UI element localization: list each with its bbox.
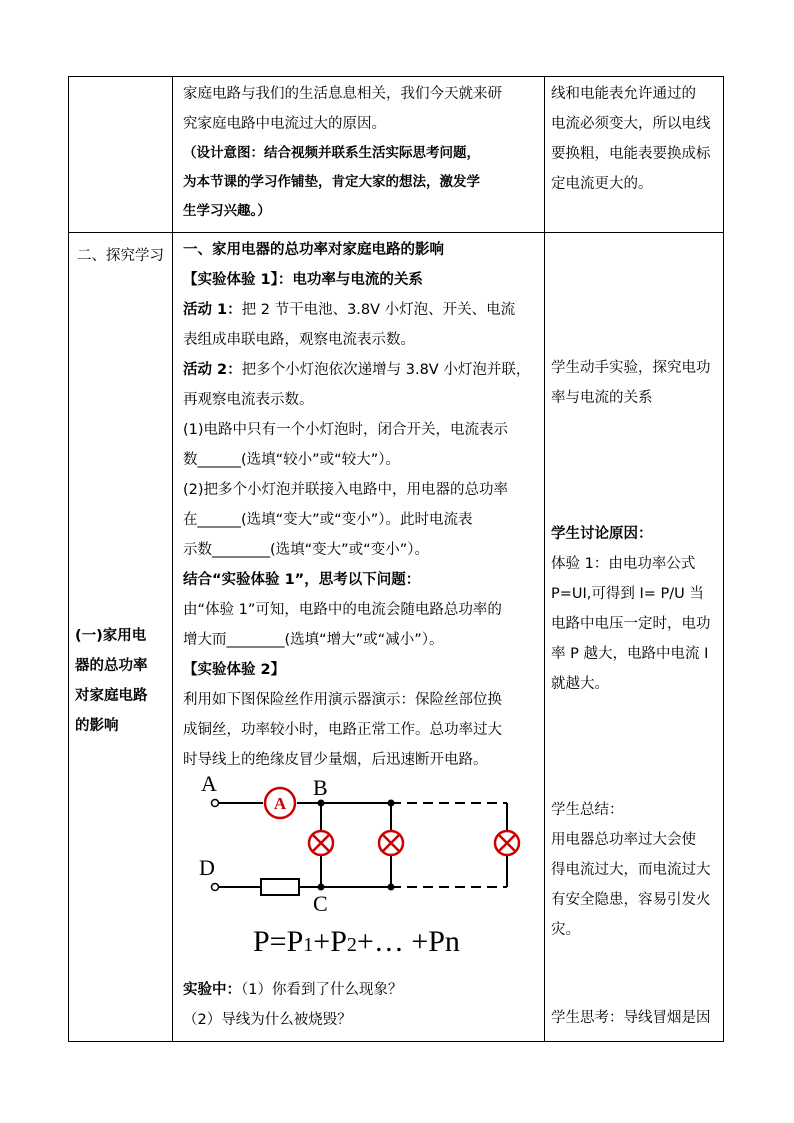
student-text: 电流必须变大，所以电线	[551, 116, 711, 132]
subsection-line: 对家庭电路	[75, 688, 148, 704]
lamp-icon	[309, 831, 333, 855]
subsection-line: 器的总功率	[75, 658, 148, 674]
student-text: 率与电流的关系	[551, 390, 653, 406]
formula-part: +P	[313, 925, 347, 958]
label-b: B	[313, 775, 328, 800]
subsection-line: (一)家用电	[75, 628, 147, 644]
formula-sub: 2	[346, 934, 357, 956]
formula-part: +… +Pn	[356, 925, 460, 958]
left-cell-empty	[69, 77, 173, 233]
student-activity-cell	[545, 77, 724, 233]
student-text: 定电流更大的。	[551, 176, 653, 192]
teaching-content-cell	[173, 233, 545, 1042]
during-label: 实验中：	[183, 982, 241, 998]
combine-question-blank: 增大而________(选填“增大”或“减小”）。	[183, 632, 444, 648]
design-intent: （设计意图：结合视频并联系生活实际思考问题，	[183, 145, 480, 161]
node	[388, 800, 395, 807]
activity-2-cont: 再观察电流表示数。	[183, 392, 314, 408]
question-2-blank: 在______(选填“变大”或“变小”）。此时电流表	[183, 512, 473, 528]
activity-2	[173, 355, 544, 385]
activity-1-label: 活动 1：	[183, 302, 242, 318]
experiment-2-text: 利用如下图保险丝作用演示器演示：保险丝部位换	[183, 692, 502, 708]
during-experiment	[173, 975, 402, 1035]
student-text: 就越大。	[551, 676, 609, 692]
student-discussion	[545, 519, 711, 699]
student-text: 电路中电压一定时，电功	[551, 616, 711, 632]
lamp-icon	[495, 831, 519, 855]
power-formula	[253, 925, 460, 959]
student-text: 灾。	[551, 922, 580, 938]
label-c: C	[313, 891, 328, 916]
question-1-blank: 数______(选填“较小”或“较大”）。	[183, 452, 400, 468]
node-c	[318, 884, 325, 891]
student-activity-cell	[545, 233, 724, 1042]
fuse-circuit-diagram	[185, 771, 535, 896]
experiment-2-text: 时导线上的绝缘皮冒少量烟，后迅速断开电路。	[183, 752, 488, 768]
design-intent: 为本节课的学习作铺垫，肯定大家的想法，激发学	[183, 174, 480, 190]
student-text: 学生思考：导线冒烟是因	[551, 1010, 711, 1026]
student-text: 率 P 越大，电路中电流 I	[551, 646, 709, 662]
section-label-cell	[69, 233, 173, 1042]
question-1: (1)电路中只有一个小灯泡时，闭合开关，电流表示	[183, 422, 509, 438]
ammeter-label: A	[273, 794, 287, 813]
terminal-a	[212, 800, 219, 807]
during-q1-text: （1）你看到了什么现象？	[241, 982, 403, 998]
question-2: (2)把多个小灯泡并联接入电路中，用电器的总功率	[183, 482, 509, 498]
heading-1: 一、家用电器的总功率对家庭电路的影响	[183, 242, 444, 258]
activity-1	[173, 295, 544, 325]
intro-cell	[173, 77, 545, 233]
student-text: 得电流过大，而电流过大	[551, 862, 711, 878]
student-thinking	[545, 1003, 711, 1033]
student-text: 线和电能表允许通过的	[551, 86, 696, 102]
subsection-title	[75, 621, 148, 741]
experiment-2-title: 【实验体验 2】	[183, 662, 286, 678]
student-summary	[545, 795, 711, 945]
activity-2-label: 活动 2：	[183, 362, 242, 378]
student-text: 要换粗，电能表要换成标	[551, 146, 711, 162]
during-question-1	[173, 975, 402, 1005]
subsection-line: 的影响	[75, 718, 119, 734]
lesson-table	[68, 76, 724, 1042]
table-row	[69, 233, 724, 1042]
activity-1-text: 把 2 节干电池、3.8V 小灯泡、开关、电流	[241, 302, 516, 318]
lamp-icon	[379, 831, 403, 855]
formula-part: P=P	[253, 925, 304, 958]
label-a: A	[201, 771, 217, 796]
student-text: P=UI,可得到 I= P/U 当	[551, 586, 704, 602]
section-title: 二、探究学习	[77, 248, 164, 264]
student-text: 有安全隐患，容易引发火	[551, 892, 711, 908]
ammeter-icon	[265, 788, 295, 818]
activity-2-text: 把多个小灯泡依次递增与 3.8V 小灯泡并联，	[241, 362, 531, 378]
node	[388, 884, 395, 891]
experiment-2-text: 成铜丝，功率较小时，电路正常工作。总功率过大	[183, 722, 502, 738]
intro-line: 家庭电路与我们的生活息息相关，我们今天就来研	[183, 86, 502, 102]
label-d: D	[199, 855, 215, 880]
table-row	[69, 77, 724, 233]
experiment-1-title: 【实验体验 1】：电功率与电流的关系	[183, 272, 423, 288]
design-intent: 生学习兴趣。）	[183, 203, 271, 219]
fuse-icon	[261, 879, 299, 895]
student-experiment	[545, 353, 711, 413]
activity-1-cont: 表组成串联电路，观察电流表示数。	[183, 332, 415, 348]
combine-question: 由“体验 1”可知，电路中的电流会随电路总功率的	[183, 602, 502, 618]
intro-line: 究家庭电路中电流过大的原因。	[183, 116, 386, 132]
question-2-blank2: 示数________(选填“变大”或“变小”）。	[183, 542, 429, 558]
student-text: 学生动手实验，探究电功	[551, 360, 711, 376]
combine-title: 结合“实验体验 1”，思考以下问题：	[183, 572, 421, 588]
summary-title: 学生总结：	[551, 802, 624, 818]
terminal-d	[212, 884, 219, 891]
during-question-2: （2）导线为什么被烧毁？	[183, 1012, 352, 1028]
formula-sub: 1	[303, 934, 314, 956]
student-text: 用电器总功率过大会使	[551, 832, 696, 848]
node-b	[318, 800, 325, 807]
discussion-title: 学生讨论原因：	[551, 526, 653, 542]
student-text: 体验 1：由电功率公式	[551, 556, 696, 572]
